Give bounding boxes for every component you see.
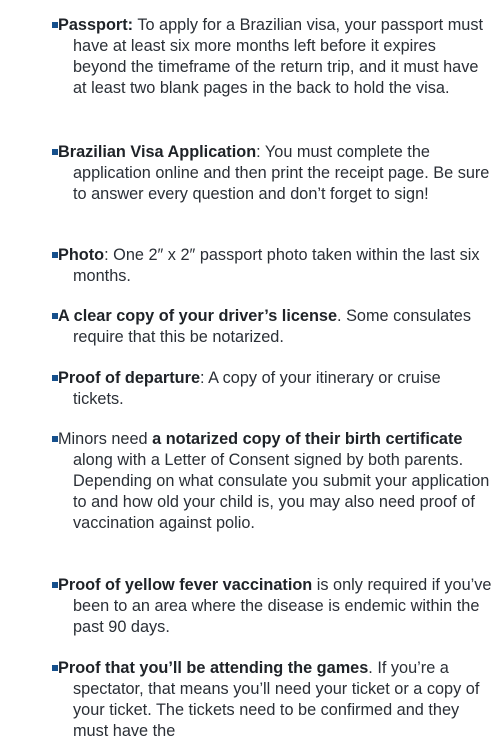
item-pre-text: Minors need: [58, 430, 153, 448]
item-text: is only required if you’ve been to an area where the disease is endemic within the past 90 days.: [73, 576, 492, 636]
list-item-visa-application: [58, 142, 493, 205]
list-item-attending-games: [58, 658, 493, 742]
item-bold: Proof of yellow fever vaccination: [58, 576, 313, 594]
item-bold: Proof that you’ll be attending the games: [58, 659, 369, 677]
bullet-icon: [52, 375, 58, 381]
bullet-icon: [52, 665, 58, 671]
item-text: : A copy of your itinerary or cruise tickets.: [73, 369, 441, 408]
item-text: To apply for a Brazilian visa, your passport must have at least six more months left before it expires beyond the timeframe of the return trip, and it must have at least two blank pages in the back to hold the visa.: [73, 16, 484, 97]
item-bold: A clear copy of your driver’s license: [58, 307, 338, 325]
bullet-icon: [52, 313, 58, 319]
item-bold: Passport:: [58, 16, 134, 34]
item-text: . If you’re a spectator, that means you’ll need your ticket or a copy of your ticket. The tickets need to be confirmed and they must have the: [73, 659, 480, 740]
list-item-drivers-license: [58, 306, 493, 348]
list-item-minors: [58, 429, 493, 534]
bullet-icon: [52, 436, 58, 442]
item-text: . Some consulates require that this be notarized.: [73, 307, 471, 346]
list-item-photo: [58, 245, 493, 287]
item-bold: Brazilian Visa Application: [58, 143, 257, 161]
item-text: : One 2″ x 2″ passport photo taken within the last six months.: [73, 246, 480, 285]
item-bold: Photo: [58, 246, 105, 264]
bullet-icon: [52, 149, 58, 155]
list-item-yellow-fever: [58, 575, 493, 638]
bullet-icon: [52, 582, 58, 588]
bullet-icon: [52, 252, 58, 258]
item-text: along with a Letter of Consent signed by both parents. Depending on what consulate you submit your application to and how old your child is, you may also need proof of vaccination against polio.: [73, 451, 490, 532]
bullet-icon: [52, 22, 58, 28]
item-text: : You must complete the application online and then print the receipt page. Be sure to answer every question and don’t forget to sign!: [73, 143, 490, 203]
item-bold: Proof of departure: [58, 369, 201, 387]
list-item-passport: [58, 15, 493, 99]
item-bold: a notarized copy of their birth certificate: [152, 430, 463, 448]
list-item-proof-of-departure: [58, 368, 493, 410]
